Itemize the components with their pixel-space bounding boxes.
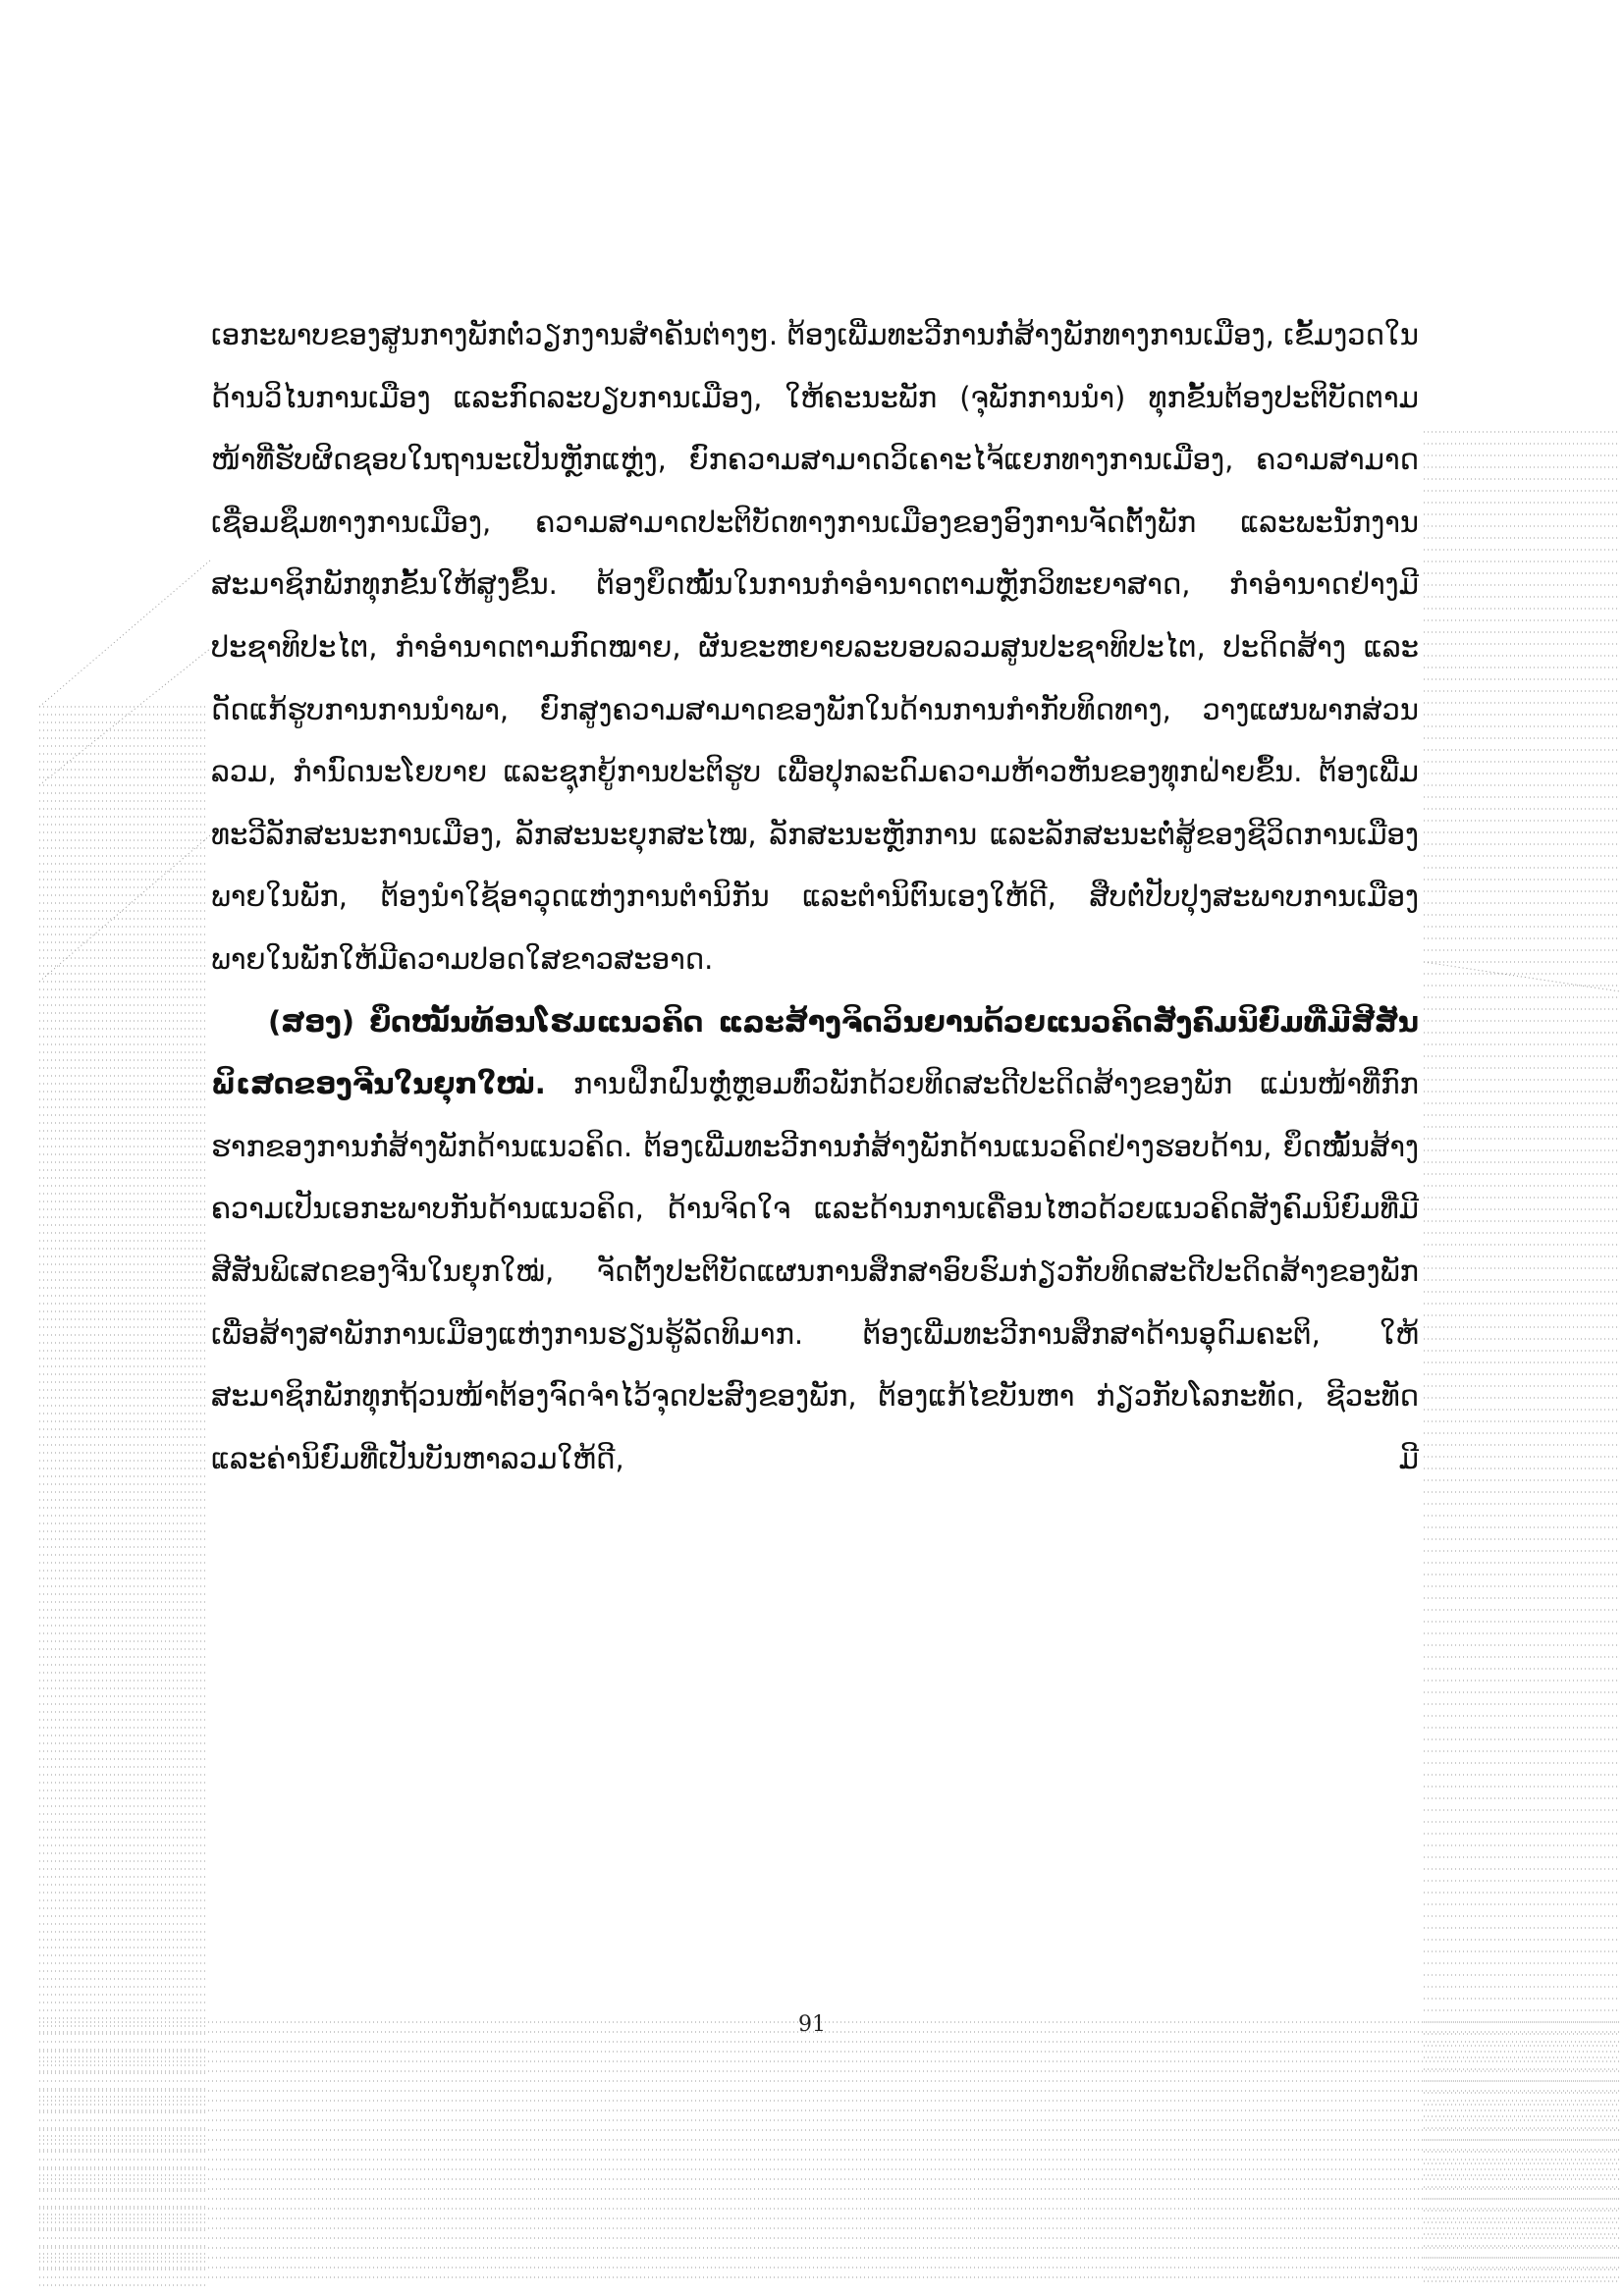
paragraph-2 (211, 991, 1419, 1491)
section-heading: (ສອງ) ຍຶດໝັ້ນທ້ອນໂຮມແນວຄິດ ແລະສ້າງຈິດວິນຍານດ້ວຍແນວຄິດສັງຄົມນິຍົມທີ່ມີສີສັນພິເສດຂອງຈີນໃນຍຸກໃໝ່. (211, 1004, 1419, 1101)
paragraph-2-text: ການຝຶກຝົນຫຼໍ່ຫຼອມທົ່ວພັກດ້ວຍທິດສະດີປະດິດສ້າງຂອງພັກ ແມ່ນໜ້າທີ່ກົກຮາກຂອງການກໍ່ສ້າງພັກດ້ານແນວຄິດ. ຕ້ອງເພີ່ມທະວີການກໍ່ສ້າງພັກດ້ານແນວຄິດຢ່າງຮອບດ້ານ, ຍຶດໝັ້ນສ້າງຄວາມເປັນເອກະພາບກັນດ້ານແນວຄິດ, ດ້ານຈິດໃຈ ແລະດ້ານການເຄື່ອນໄຫວດ້ວຍແນວຄິດສັງຄົມນິຍົມທີ່ມີສີສັນພິເສດຂອງຈີນໃນຍຸກໃໝ່, ຈັດຕັ້ງປະຕິບັດແຜນການສຶກສາອົບຮົມກ່ຽວກັບທິດສະດີປະດິດສ້າງຂອງພັກ ເພື່ອສ້າງສາພັກການເມືອງແຫ່ງການຮຽນຮູ້ລັດທິມາກ. ຕ້ອງເພີ່ມທະວີການສຶກສາດ້ານອຸດົມຄະຕິ, ໃຫ້ສະມາຊິກພັກທຸກຖ້ວນໜ້າຕ້ອງຈົດຈຳໄວ້ຈຸດປະສົງຂອງພັກ, ຕ້ອງແກ້ໄຂບັນຫາ ກ່ຽວກັບໂລກະທັດ, ຊີວະທັດ ແລະຄ່ານິຍົມທີ່ເປັນບັນຫາລວມໃຫ້ດີ, ມີ (211, 1067, 1419, 1475)
paragraph-1 (211, 304, 1419, 991)
body-text (211, 304, 1419, 1490)
page-number: 91 (798, 2012, 826, 2037)
paragraph-1-text: ເອກະພາບຂອງສູນກາງພັກຕໍ່ວຽກງານສຳຄັນຕ່າງໆ. ຕ້ອງເພີ່ມທະວີການກໍ່ສ້າງພັກທາງການເມືອງ, ເຂັ້ມງວດໃນດ້ານວິໄນການເມືອງ ແລະກົດລະບຽບການເມືອງ, ໃຫ້ຄະນະພັກ (ຈຸພັກການນຳ) ທຸກຂັ້ນຕ້ອງປະຕິບັດຕາມໜ້າທີ່ຮັບຜິດຊອບໃນຖານະເປັນຫຼັກແຫຼ່ງ, ຍົກຄວາມສາມາດວິເຄາະໄຈ້ແຍກທາງການເມືອງ, ຄວາມສາມາດເຊື່ອມຊຶມທາງການເມືອງ, ຄວາມສາມາດປະຕິບັດທາງການເມືອງຂອງອົງການຈັດຕັ້ງພັກ ແລະພະນັກງານສະມາຊິກພັກທຸກຂັ້ນໃຫ້ສູງຂຶ້ນ. ຕ້ອງຍຶດໝັ້ນໃນການກຳອຳນາດຕາມຫຼັກວິທະຍາສາດ, ກຳອຳນາດຢ່າງມີປະຊາທິປະໄຕ, ກຳອຳນາດຕາມກົດໝາຍ, ຜັນຂະຫຍາຍລະບອບລວມສູນປະຊາທິປະໄຕ, ປະດິດສ້າງ ແລະດັດແກ້ຮູບການການນຳພາ, ຍົກສູງຄວາມສາມາດຂອງພັກໃນດ້ານການກຳກັບທິດທາງ, ວາງແຜນພາກສ່ວນລວມ, ກຳນົດນະໂຍບາຍ ແລະຊຸກຍູ້ການປະຕິຮູບ ເພື່ອປຸກລະດົມຄວາມຫ້າວຫັນຂອງທຸກຝ່າຍຂຶ້ນ. ຕ້ອງເພີ່ມທະວີລັກສະນະການເມືອງ, ລັກສະນະຍຸກສະໄໝ, ລັກສະນະຫຼັກການ ແລະລັກສະນະຕໍ່ສູ້ຂອງຊີວິດການເມືອງພາຍໃນພັກ, ຕ້ອງນຳໃຊ້ອາວຸດແຫ່ງການຕຳນິກັນ ແລະຕຳນິຕົນເອງໃຫ້ດີ, ສືບຕໍ່ປັບປຸງສະພາບການເມືອງພາຍໃນພັກໃຫ້ມີຄວາມປອດໃສຂາວສະອາດ. (211, 318, 1419, 976)
